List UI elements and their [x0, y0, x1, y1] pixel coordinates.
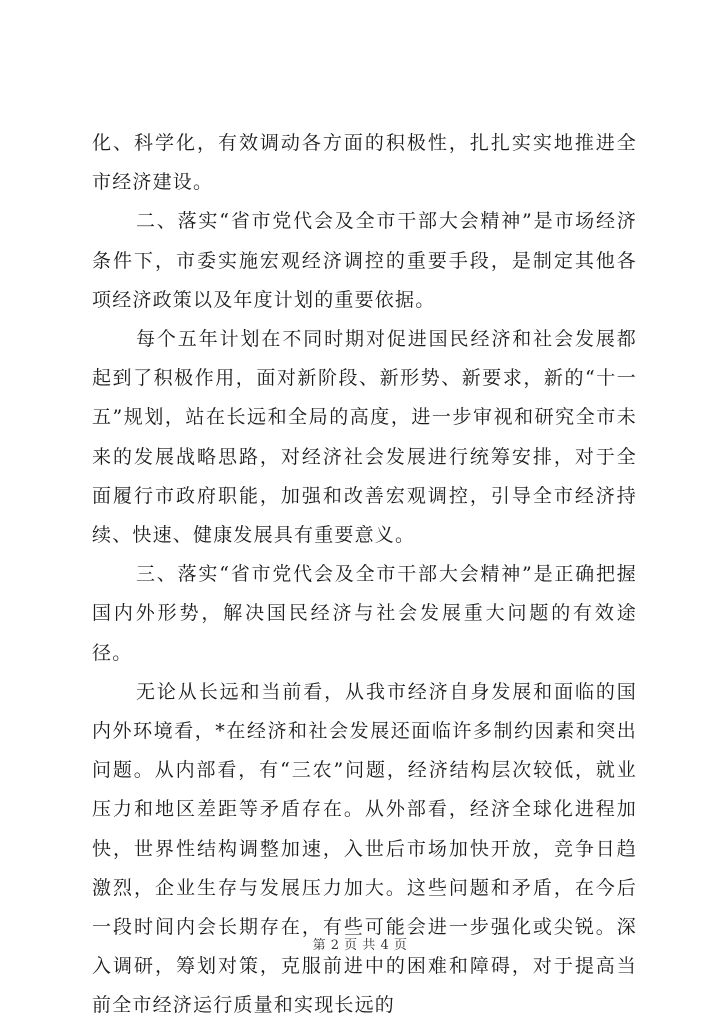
- paragraph-domestic-foreign: 无论从长远和当前看，从我市经济自身发展和面临的国内外环境看，*在经济和社会发展还面临许多制约因素和突出问题。从内部看，有“三农”问题，经济结构层次较低，就业压力和地区差距等矛盾存在。从外部看，经济全球化进程加快，世界性结构调整加速，入世后市场加快开放，竞争日趋激烈，企业生存与发展压力加大。这些问题和矛盾，在今后一段时间内会长期存在，有些可能会进一步强化或尖锐。深入调研，筹划对策，克服前进中的困难和障碍，对于提高当前全市经济运行质量和实现长远的: [92, 680, 637, 1017]
- paragraph-five-year-plan: 每个五年计划在不同时期对促进国民经济和社会发展都起到了积极作用，面对新阶段、新形势、新要求，新的“十一五”规划，站在长远和全局的高度，进一步审视和研究全市未来的发展战略思路，对经济社会发展进行统筹安排，对于全面履行市政府职能，加强和改善宏观调控，引导全市经济持续、快速、健康发展具有重要意义。: [92, 328, 637, 547]
- page-number-footer: 第 2 页 共 4 页: [312, 938, 408, 953]
- paragraph-continuation: 化、科学化，有效调动各方面的积极性，扎扎实实地推进全市经济建设。: [92, 132, 637, 194]
- body-text: [92, 124, 637, 1026]
- paragraph-section-two: 二、落实“省市党代会及全市干部大会精神”是市场经济条件下，市委实施宏观经济调控的重要手段，是制定其他各项经济政策以及年度计划的重要依据。: [92, 210, 637, 311]
- paragraph-section-three: 三、落实“省市党代会及全市干部大会精神”是正确把握国内外形势，解决国民经济与社会发展重大问题的有效途径。: [92, 563, 637, 664]
